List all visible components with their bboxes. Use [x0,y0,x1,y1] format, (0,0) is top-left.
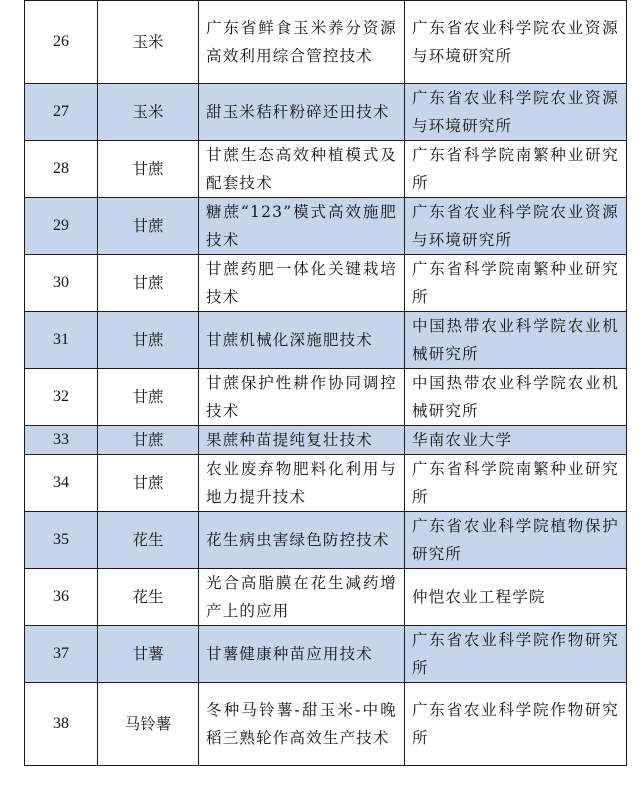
organization-name: 广东省农业科学院作物研究所 [405,683,627,766]
row-number: 28 [25,141,98,198]
organization-name: 中国热带农业科学院农业机械研究所 [405,369,627,426]
technology-name: 甘蔗生态高效种植模式及配套技术 [199,141,405,198]
technology-name: 糖蔗“123”模式高效施肥技术 [199,198,405,255]
row-number: 32 [25,369,98,426]
crop-name: 马铃薯 [98,683,199,766]
crop-name: 花生 [98,512,199,569]
technology-name: 冬种马铃薯-甜玉米-中晚稻三熟轮作高效生产技术 [199,683,405,766]
row-number: 29 [25,198,98,255]
row-number: 36 [25,569,98,626]
organization-name: 广东省农业科学院植物保护研究所 [405,512,627,569]
crop-name: 甘蔗 [98,455,199,512]
crop-name: 玉米 [98,1,199,84]
technology-name: 果蔗种苗提纯复壮技术 [199,426,405,455]
table-row [25,455,627,512]
crop-name: 花生 [98,569,199,626]
organization-name: 华南农业大学 [405,426,627,455]
row-number: 31 [25,312,98,369]
organization-name: 广东省科学院南繁种业研究所 [405,255,627,312]
row-number: 37 [25,626,98,683]
technology-table [24,0,627,766]
table-row [25,683,627,766]
technology-name: 甜玉米秸秆粉碎还田技术 [199,84,405,141]
crop-name: 甘蔗 [98,426,199,455]
technology-name: 甘薯健康种苗应用技术 [199,626,405,683]
technology-name: 光合高脂膜在花生减药增产上的应用 [199,569,405,626]
table-row [25,569,627,626]
table-row [25,255,627,312]
row-number: 30 [25,255,98,312]
crop-name: 甘薯 [98,626,199,683]
row-number: 35 [25,512,98,569]
technology-name: 广东省鲜食玉米养分资源高效利用综合管控技术 [199,1,405,84]
table-row [25,512,627,569]
crop-name: 玉米 [98,84,199,141]
organization-name: 广东省科学院南繁种业研究所 [405,455,627,512]
table-row [25,1,627,84]
table-row [25,198,627,255]
organization-name: 仲恺农业工程学院 [405,569,627,626]
organization-name: 广东省农业科学院农业资源与环境研究所 [405,198,627,255]
technology-name: 花生病虫害绿色防控技术 [199,512,405,569]
table-row [25,369,627,426]
crop-name: 甘蔗 [98,312,199,369]
crop-name: 甘蔗 [98,141,199,198]
technology-name: 甘蔗保护性耕作协同调控技术 [199,369,405,426]
organization-name: 广东省农业科学院作物研究所 [405,626,627,683]
organization-name: 广东省农业科学院农业资源与环境研究所 [405,1,627,84]
table-row [25,626,627,683]
table-row [25,312,627,369]
table-row [25,84,627,141]
row-number: 26 [25,1,98,84]
organization-name: 广东省农业科学院农业资源与环境研究所 [405,84,627,141]
crop-name: 甘蔗 [98,198,199,255]
organization-name: 广东省科学院南繁种业研究所 [405,141,627,198]
row-number: 27 [25,84,98,141]
crop-name: 甘蔗 [98,369,199,426]
technology-name: 甘蔗机械化深施肥技术 [199,312,405,369]
technology-name: 甘蔗药肥一体化关键栽培技术 [199,255,405,312]
technology-name: 农业废弃物肥料化利用与地力提升技术 [199,455,405,512]
table-row [25,426,627,455]
row-number: 34 [25,455,98,512]
table-row [25,141,627,198]
crop-name: 甘蔗 [98,255,199,312]
row-number: 33 [25,426,98,455]
row-number: 38 [25,683,98,766]
organization-name: 中国热带农业科学院农业机械研究所 [405,312,627,369]
